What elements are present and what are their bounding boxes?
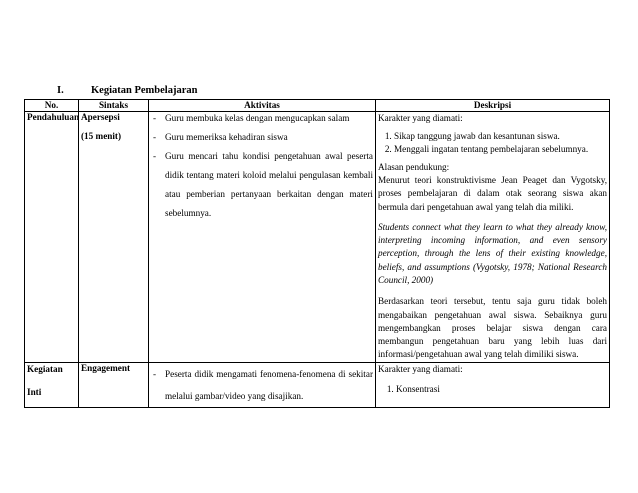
quote-text: Students connect what they learn to what they already know, interpreting incoming information, and even sensory perception, through the lens of their existing knowledge, beliefs, and assumptions (Vygotsky, 1978; National Research Council, 2000) bbox=[378, 221, 607, 285]
section-title: Kegiatan Pembelajaran bbox=[91, 85, 198, 96]
syntax-duration: (15 menit) bbox=[81, 131, 122, 141]
phase-cell bbox=[25, 362, 79, 407]
desc-intro: Karakter yang diamati: bbox=[378, 113, 463, 123]
observed-traits-list bbox=[378, 130, 607, 155]
list-item: - Guru membuka kelas dengan mengucapkan salam bbox=[151, 112, 373, 125]
syntax-name: Apersepsi bbox=[81, 112, 120, 122]
header-aktivitas: Aktivitas bbox=[149, 100, 376, 112]
list-item: - Guru mencari tahu kondisi pengetahuan awal peserta didik tentang materi koloid melalui pengulasan kembali atau pemberian pertanyaan berkaitan dengan materi sebelumnya. bbox=[151, 147, 373, 223]
observed-traits-list bbox=[378, 383, 607, 395]
list-item: - Peserta didik mengamati fenomena-fenomena di sekitar melalui gambar/video yang disajikan. bbox=[151, 363, 373, 407]
conclusion-text: Berdasarkan teori tersebut, tentu saja guru tidak boleh mengabaikan pengetahuan awal siswa. Sebaiknya guru mengembangkan proses belajar siswa dengan cara membangun pengetahuan baru yang lebih luas dari informasi/pengetahuan awal yang telah dimiliki siswa. bbox=[378, 296, 607, 360]
header-no: No. bbox=[25, 100, 79, 112]
list-item: 2. Menggali ingatan tentang pembelajaran sebelumnya. bbox=[394, 143, 607, 156]
phase-line-2: Inti bbox=[27, 386, 42, 397]
activities-cell bbox=[149, 362, 376, 407]
header-deskripsi: Deskripsi bbox=[376, 100, 610, 112]
activities-list bbox=[151, 363, 373, 407]
table-header-row bbox=[25, 100, 610, 112]
description-cell bbox=[376, 112, 610, 363]
lesson-activities-table bbox=[24, 99, 610, 408]
table-row-pendahuluan bbox=[25, 112, 610, 363]
syntax-cell: Engagement bbox=[79, 362, 149, 407]
section-number: I. bbox=[57, 85, 64, 96]
phase-line-1: Kegiatan bbox=[27, 363, 63, 374]
list-item: 1. Konsentrasi bbox=[396, 383, 607, 395]
section-heading bbox=[57, 85, 197, 96]
phase-cell: Pendahuluan bbox=[25, 112, 79, 363]
list-item: - Guru memeriksa kehadiran siswa bbox=[151, 131, 373, 144]
header-sintaks: Sintaks bbox=[79, 100, 149, 112]
description-cell bbox=[376, 362, 610, 407]
activities-list bbox=[151, 112, 373, 223]
activities-cell bbox=[149, 112, 376, 363]
desc-intro: Karakter yang diamati: bbox=[378, 363, 463, 374]
support-label: Alasan pendukung: bbox=[378, 162, 450, 172]
list-item: 1. Sikap tanggung jawab dan kesantunan siswa. bbox=[394, 130, 607, 143]
table-row-kegiatan-inti bbox=[25, 362, 610, 407]
support-text: Menurut teori konstruktivisme Jean Peaget dan Vygotsky, proses pembelajaran di dalam otak seorang siswa akan bermula dari pengetahuan awal yang telah dia miliki. bbox=[378, 175, 607, 212]
syntax-cell bbox=[79, 112, 149, 363]
